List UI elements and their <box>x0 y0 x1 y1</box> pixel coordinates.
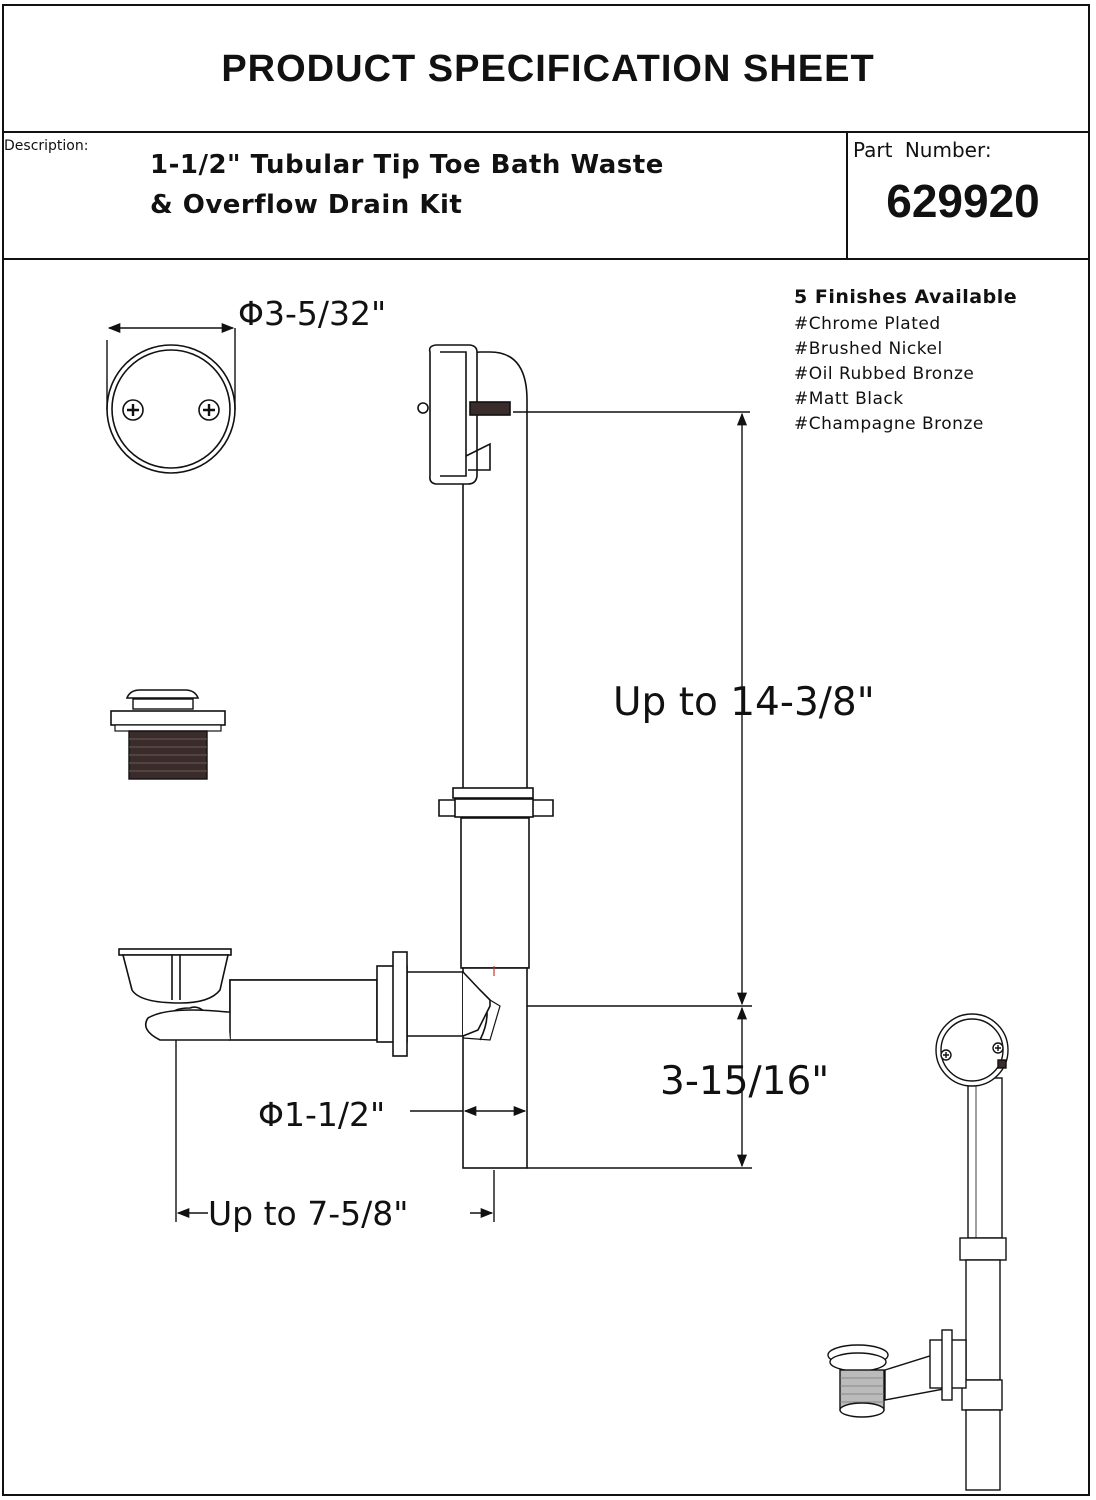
screw-icon <box>941 1050 951 1060</box>
pipe-diameter-label: Φ1-1/2" <box>258 1095 386 1134</box>
finish-item: #Matt Black <box>794 389 904 409</box>
screw-icon <box>993 1043 1003 1053</box>
screw-icon <box>199 400 219 420</box>
product-description-line1: 1-1/2" Tubular Tip Toe Bath Waste <box>150 150 664 180</box>
faceplate-diameter-label: Φ3-5/32" <box>238 294 387 333</box>
page-title: PRODUCT SPECIFICATION SHEET <box>221 48 875 90</box>
finishes-title: 5 Finishes Available <box>794 286 1018 308</box>
part-number-label: Part Number: <box>853 138 992 162</box>
shoe-length-label: Up to 7-5/8" <box>208 1194 409 1233</box>
faceplate-top-view <box>107 345 235 473</box>
tip-toe-stopper <box>111 690 225 779</box>
assembled-product-view <box>828 1014 1008 1490</box>
tee-height-label: 3-15/16" <box>660 1059 830 1104</box>
product-description-line2: & Overflow Drain Kit <box>150 190 463 220</box>
finish-item: #Brushed Nickel <box>794 339 943 359</box>
finish-item: #Chrome Plated <box>794 314 941 334</box>
screw-icon <box>123 400 143 420</box>
description-label: Description: <box>4 138 89 154</box>
finish-item: #Oil Rubbed Bronze <box>794 364 975 384</box>
overflow-height-label: Up to 14-3/8" <box>613 680 875 725</box>
part-number-value: 629920 <box>886 175 1040 227</box>
faceplate-diameter-dimension <box>107 328 235 410</box>
finish-item: #Champagne Bronze <box>794 414 984 434</box>
